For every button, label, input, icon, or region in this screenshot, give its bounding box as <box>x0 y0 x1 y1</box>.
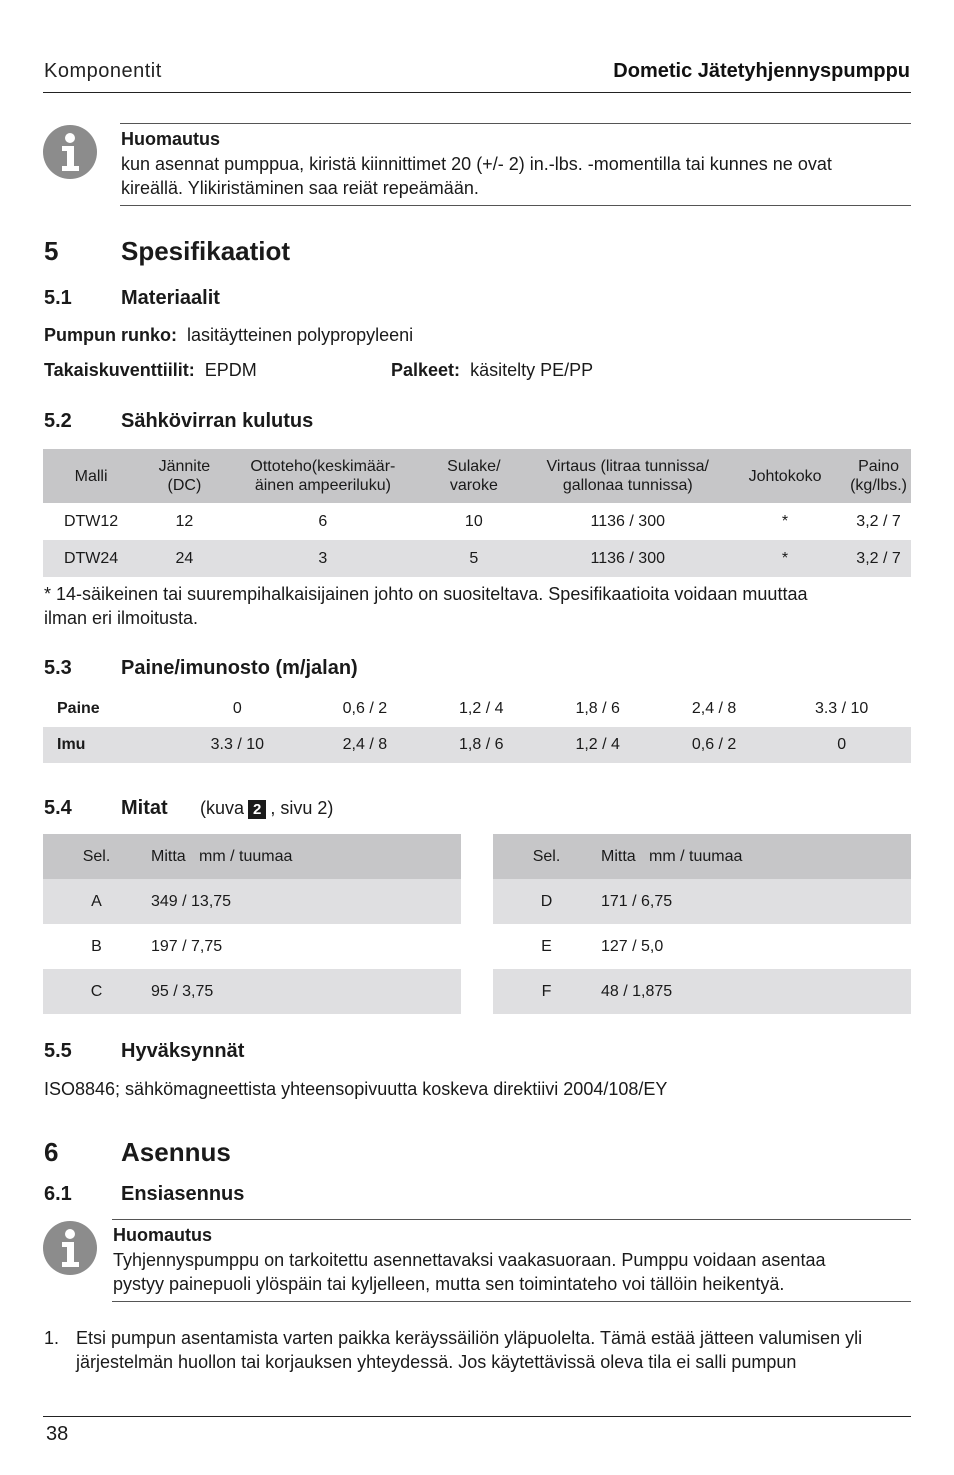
table-cell: DTW12 <box>63 512 119 530</box>
subsection-number: 5.2 <box>44 410 72 432</box>
figure-ref-suffix: , sivu 2) <box>270 798 334 818</box>
table-cell: 1136 / 300 <box>532 540 724 577</box>
subsection-title: Mitat <box>121 797 168 819</box>
section-title: Spesifikaatiot <box>121 236 291 266</box>
table-cell: * <box>781 512 789 530</box>
pressure-suction-table <box>43 691 911 763</box>
table-cell: 2,4 / 8 <box>307 727 423 763</box>
subsection-title: Ensiasennus <box>121 1183 245 1205</box>
table-cell: 24 <box>139 540 230 577</box>
subsection-title: Paine/imunosto (m/jalan) <box>121 657 358 679</box>
table-cell: 3.3 / 10 <box>168 727 307 763</box>
table-header-cell: Johtokoko <box>724 449 846 503</box>
table-cell: 197 / 7,75 <box>151 937 223 955</box>
note-top-rule <box>120 123 911 124</box>
section-title: Asennus <box>121 1137 231 1167</box>
figure-reference <box>200 798 333 819</box>
table-header-cell: Ottoteho(keskimäär- äinen ampeeriluku) <box>230 449 416 503</box>
table-row <box>43 503 911 540</box>
material-pump-body <box>44 325 413 346</box>
table-cell: 1,8 / 6 <box>423 727 539 763</box>
note-text-line: Tyhjennyspumppu on tarkoitettu asennettavaksi vaakasuoraan. Pumppu voidaan asentaa <box>113 1250 826 1270</box>
table-header-cell: Virtaus (litraa tunnissa/ gallonaa tunnissa) <box>532 449 724 503</box>
table-cell: A <box>43 879 150 924</box>
running-header-section: Komponentit <box>44 60 162 82</box>
table-cell: 48 / 1,875 <box>600 969 911 1014</box>
table-cell: 349 / 13,75 <box>150 879 461 924</box>
table-cell: 1136 / 300 <box>590 512 665 530</box>
table-cell: 3,2 / 7 <box>846 540 911 577</box>
footnote-line: ilman eri ilmoitusta. <box>44 608 199 628</box>
section-number: 5 <box>44 236 59 266</box>
subsection-number: 5.1 <box>44 287 72 309</box>
note-text-line: pystyy painepuoli ylöspäin tai kyljelleen, mutta sen toimintateho voi tällöin heikentyä. <box>113 1274 785 1294</box>
row-label: Paine <box>57 700 100 717</box>
figure-number-badge: 2 <box>248 800 266 819</box>
header-divider <box>43 92 911 93</box>
table-cell: 127 / 5,0 <box>601 937 664 955</box>
table-cell: 0,6 / 2 <box>342 700 388 717</box>
table-header-cell: Malli <box>43 449 139 503</box>
material-label: Palkeet: <box>391 360 461 380</box>
table-row <box>43 969 461 1014</box>
table-cell: 0 <box>232 700 242 717</box>
table-cell: 3,2 / 7 <box>856 512 901 530</box>
table-cell: 0,6 / 2 <box>656 727 772 763</box>
footer-divider <box>43 1416 911 1417</box>
table-cell: 3.3 / 10 <box>814 700 869 717</box>
note-bottom-rule <box>112 1301 911 1302</box>
step-number: 1. <box>44 1328 60 1348</box>
subsection-title: Sähkövirran kulutus <box>121 410 314 432</box>
table-cell: 95 / 3,75 <box>150 969 461 1014</box>
table-row <box>493 969 911 1014</box>
material-value: EPDM <box>204 360 257 380</box>
power-consumption-table <box>43 449 911 577</box>
note-text-line: kireällä. Ylikiristäminen saa reiät repeämään. <box>121 178 479 198</box>
footnote-line: * 14-säikeinen tai suurempihalkaisijainen johto on suositeltava. Spesifikaatioita voidaan muuttaa <box>44 584 808 604</box>
subsection-number: 5.4 <box>44 797 72 819</box>
table-row <box>493 879 911 924</box>
table-cell: 12 <box>175 512 194 530</box>
subsection-title: Materiaalit <box>121 287 220 309</box>
step-text-line: järjestelmän huollon tai korjauksen yhteydessä. Jos käytettävissä oleva tila ei salli pumpun <box>76 1352 797 1372</box>
table-header-cell: Sel. <box>43 834 150 879</box>
table-header-cell: Sulake/ varoke <box>416 449 531 503</box>
table-header-row <box>43 449 911 503</box>
table-header-row <box>43 834 461 879</box>
material-label: Pumpun runko: <box>44 325 177 345</box>
note-text-line: kun asennat pumppua, kiristä kiinnittimet 20 (+/- 2) in.-lbs. -momentilla tai kunnes ne ovat <box>121 154 832 174</box>
table-cell: 0 <box>772 727 911 763</box>
table-cell: 10 <box>464 512 483 530</box>
figure-ref-prefix: (kuva <box>200 798 245 818</box>
table-cell: E <box>541 937 552 955</box>
row-label: Imu <box>43 727 168 763</box>
table-cell: 6 <box>318 512 328 530</box>
table-cell: 1,2 / 4 <box>459 700 504 717</box>
table-cell: 1,2 / 4 <box>539 727 655 763</box>
table-row <box>43 691 911 727</box>
material-value: lasitäytteinen polypropyleeni <box>187 325 414 345</box>
table-cell: 3 <box>230 540 416 577</box>
material-label: Takaiskuventtiilit: <box>44 360 195 380</box>
table-row <box>493 924 911 969</box>
material-value: käsitelty PE/PP <box>470 360 594 380</box>
table-header-row <box>493 834 911 879</box>
table-header-cell: Sel. <box>493 834 600 879</box>
subsection-number: 6.1 <box>44 1183 72 1205</box>
approvals-text: ISO8846; sähkömagneettista yhteensopivuutta koskeva direktiivi 2004/108/EY <box>44 1079 668 1099</box>
table-cell: F <box>493 969 600 1014</box>
table-row <box>43 924 461 969</box>
info-icon <box>43 1221 97 1275</box>
table-row <box>43 727 911 763</box>
running-header-title: Dometic Jätetyhjennyspumppu <box>613 60 910 82</box>
table-cell: D <box>493 879 600 924</box>
subsection-number: 5.5 <box>44 1040 72 1062</box>
material-valves <box>44 360 257 381</box>
table-cell: DTW24 <box>43 540 139 577</box>
table-cell: * <box>724 540 846 577</box>
dimensions-table-right <box>493 834 911 1014</box>
table-cell: 5 <box>416 540 531 577</box>
table-cell: 171 / 6,75 <box>600 879 911 924</box>
table-header-cell: Paino (kg/lbs.) <box>846 449 911 503</box>
note-title: Huomautus <box>113 1225 212 1245</box>
subsection-title: Hyväksynnät <box>121 1040 245 1062</box>
table-header-cell: Mitta mm / tuumaa <box>150 834 461 879</box>
table-cell: 1,8 / 6 <box>575 700 620 717</box>
subsection-number: 5.3 <box>44 657 72 679</box>
dimensions-table-left <box>43 834 461 1014</box>
material-bellows <box>391 360 593 381</box>
table-cell: 2,4 / 8 <box>691 700 737 717</box>
table-row <box>43 540 911 577</box>
table-cell: B <box>91 937 102 955</box>
section-number: 6 <box>44 1137 59 1167</box>
info-icon <box>43 125 97 179</box>
table-cell: C <box>43 969 150 1014</box>
note-bottom-rule <box>120 205 911 206</box>
table-header-cell: Jännite (DC) <box>139 449 230 503</box>
table-row <box>43 879 461 924</box>
step-text-line: Etsi pumpun asentamista varten paikka keräyssäiliön yläpuolelta. Tämä estää jätteen valumisen yli <box>76 1328 863 1348</box>
note-title: Huomautus <box>121 129 220 149</box>
table-header-cell: Mitta mm / tuumaa <box>600 834 911 879</box>
note-top-rule <box>112 1219 911 1220</box>
page-number: 38 <box>46 1423 69 1445</box>
